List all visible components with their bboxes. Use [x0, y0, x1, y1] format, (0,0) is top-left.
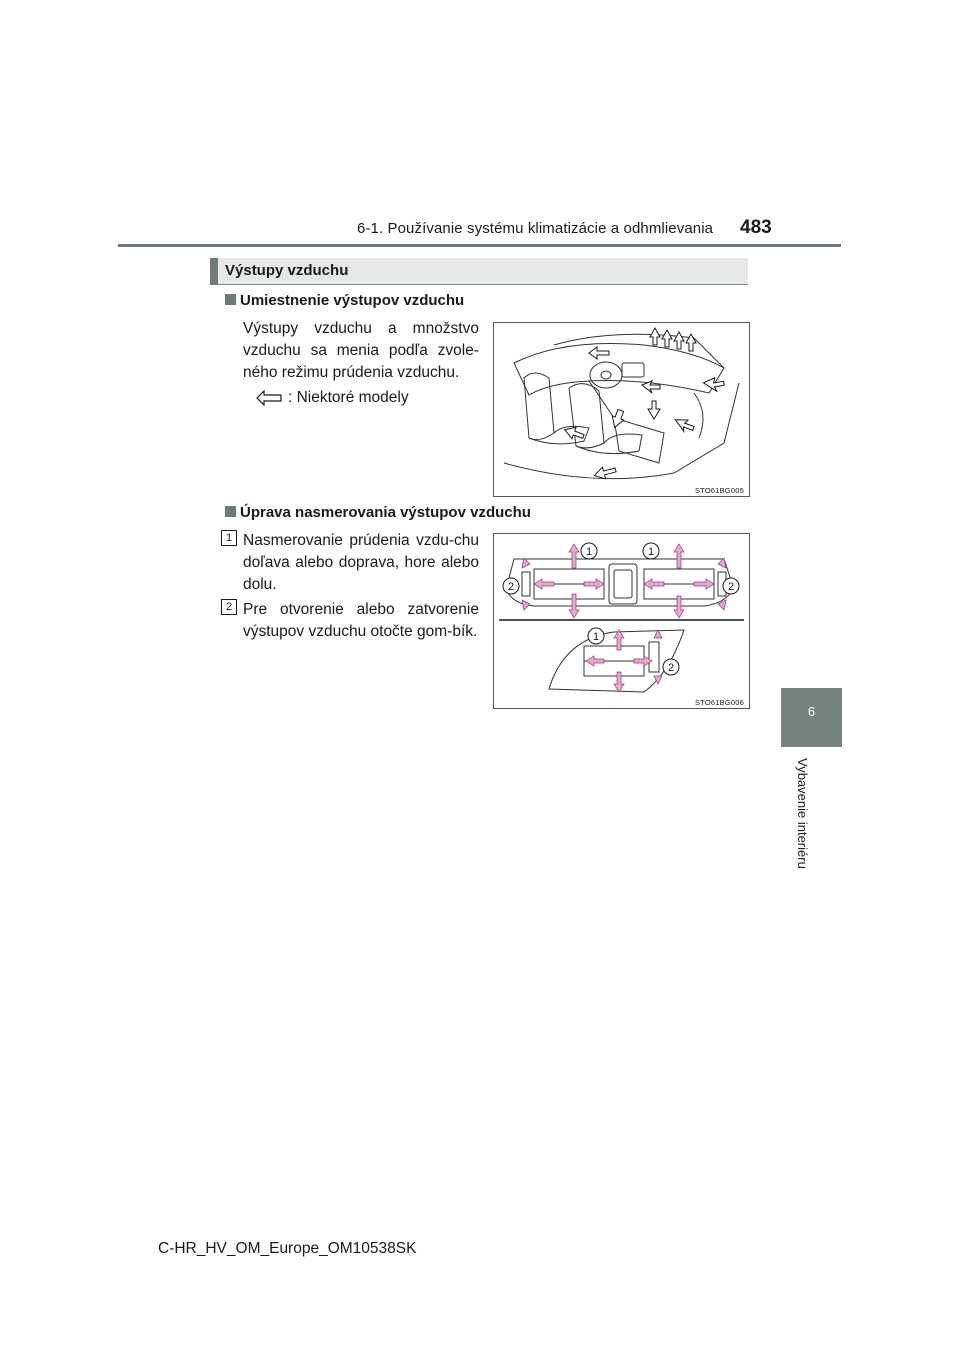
step-2-text: Pre otvorenie alebo zatvorenie výstupov vzduchu otočte gom-bík.: [243, 601, 479, 640]
chapter-tab-number: 6: [807, 704, 816, 719]
figure-code: STO61BG006: [695, 698, 744, 707]
step-1-text: Nasmerovanie prúdenia vzdu-chu doľava alebo doprava, hore alebo dolu.: [243, 532, 479, 593]
callout-2: 2: [727, 581, 735, 593]
subheading-vent-adjustment: [225, 504, 531, 521]
callout-1: 1: [592, 631, 600, 643]
page-number: 483: [740, 217, 772, 238]
chapter-tab-label: Vybavenie interiéru: [795, 758, 810, 869]
subheading-text: Úprava nasmerovania výstupov vzduchu: [240, 504, 531, 521]
legend-text: : Niektoré modely: [288, 389, 409, 406]
square-bullet-icon: [225, 294, 236, 305]
section-title: Výstupy vzduchu: [225, 262, 349, 279]
callout-1: 1: [585, 546, 593, 558]
outline-arrow-icon: [256, 390, 282, 406]
vent-location-text: Výstupy vzduchu a množstvo vzduchu sa menia podľa zvole-ného režimu prúdenia vzduchu.: [243, 320, 479, 381]
subheading-text: Umiestnenie výstupov vzduchu: [240, 292, 465, 309]
section-bar-accent: [210, 258, 218, 285]
callout-2: 2: [667, 662, 675, 674]
callout-2: 2: [507, 581, 515, 593]
step-number-1: 1: [221, 530, 237, 546]
document-id: C-HR_HV_OM_Europe_OM10538SK: [158, 1240, 417, 1257]
header-rule: [118, 244, 841, 247]
square-bullet-icon: [225, 506, 236, 517]
callout-1: 1: [647, 546, 655, 558]
vent-adjustment-illustration: [494, 534, 749, 708]
figure-vent-locations: [493, 322, 750, 497]
figure-code: STO61BG005: [695, 486, 744, 495]
figure-vent-adjustment: [493, 533, 750, 709]
legend-some-models: [256, 389, 409, 407]
cabin-illustration: [494, 323, 749, 496]
chapter-title: 6-1. Používanie systému klimatizácie a odhmlievania: [357, 220, 714, 237]
step-number-2: 2: [221, 599, 237, 615]
subheading-vent-location: [225, 292, 464, 309]
